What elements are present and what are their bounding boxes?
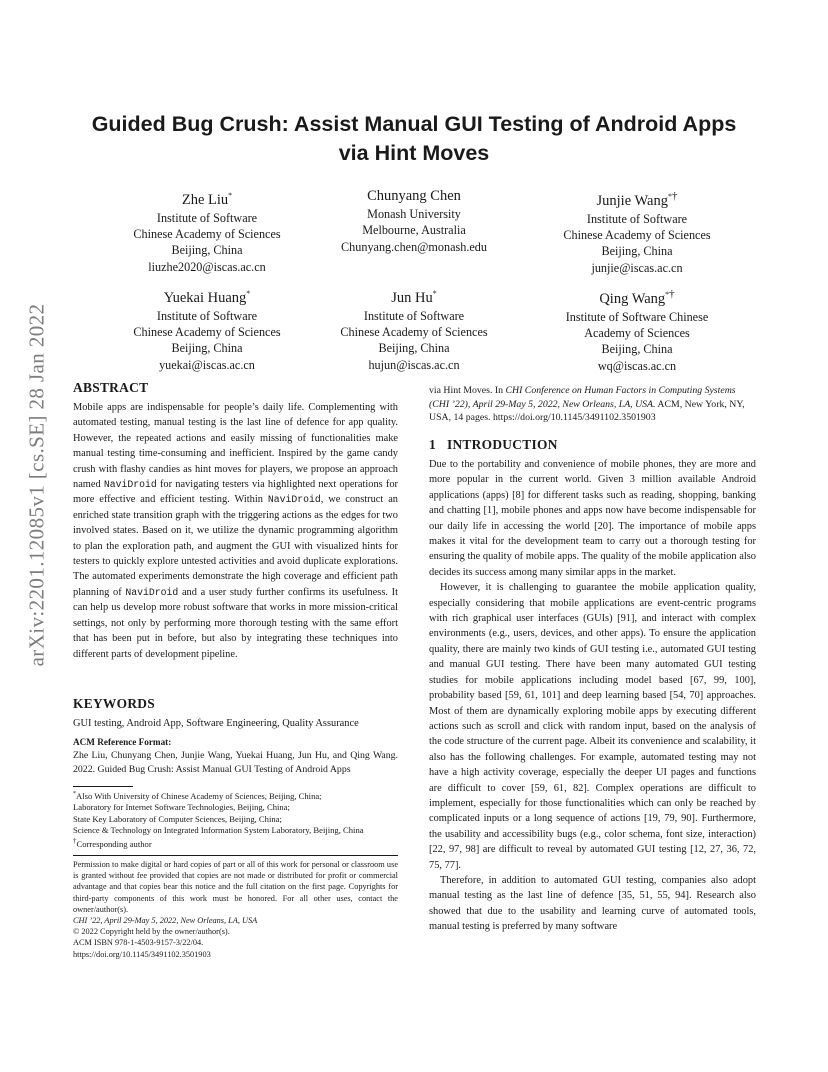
author-block: [527, 187, 747, 276]
author-affiliation: Academy of Sciences: [584, 326, 690, 341]
intro-paragraph: Therefore, in addition to automated GUI testing, companies also adopt manual testing as the last line of defence [35, 51, 55, 94]. Research also showed that due to the usability and learning curve of automated tools, manual testing is preferred by many software: [429, 874, 756, 933]
author-affiliation: Monash University: [367, 207, 461, 221]
footnote: State Key Laboratory of Computer Sciences, Beijing, China;: [73, 813, 282, 824]
author-email: hujun@iscas.ac.cn: [368, 357, 460, 372]
abstract-text: Mobile apps are indispensable for people’s daily life. Complementing with automated testing, manual testing is the last line of defence for app quality. However, the repeated actions and easily missing of functionalities make manual testing time-consuming and inefficient. Inspired by the game candy crush with flashy candies as hint moves for players, we propose an approach named: [73, 402, 398, 491]
introduction-heading: 1 INTRODUCTION: [429, 437, 558, 452]
author-location: Beijing, China: [601, 244, 673, 259]
author-affiliation: Chinese Academy of Sciences: [563, 228, 711, 243]
author-email: Chunyang.chen@monash.edu: [341, 239, 487, 254]
author-dagger: †: [671, 190, 678, 202]
tool-name: NaviDroid: [267, 494, 321, 506]
arxiv-identifier-text: arXiv:2201.12085v1 [cs.SE] 28 Jan 2022: [24, 303, 49, 667]
acm-reference-text: Zhe Liu, Chunyang Chen, Junjie Wang, Yuekai Huang, Jun Hu, and Qing Wang. 2022. Guided Bug Crush: Assist Manual GUI Testing of Android Apps: [73, 750, 398, 775]
abstract-heading: ABSTRACT: [73, 380, 149, 395]
author-location: Melbourne, Australia: [362, 223, 466, 238]
author-block: [97, 285, 317, 373]
author-affiliation: Institute of Software: [363, 308, 465, 323]
footnote-rule: [73, 786, 133, 787]
keywords-text: GUI testing, Android App, Software Engineering, Quality Assurance: [73, 718, 359, 729]
author-block: [304, 285, 524, 373]
author-mark: *: [432, 289, 437, 298]
keywords-section: [73, 695, 398, 731]
author-name: Junjie Wang: [596, 192, 668, 209]
author-name: Jun Hu: [391, 289, 433, 306]
author-email: yuekai@iscas.ac.cn: [159, 357, 255, 372]
abstract-text: , we construct an enriched state transition graph with the triggering actions as the edges for two involved states. Based on it, we utilize the dynamic programming algorithm to plan the exploration path, and augment the GUI with visualized hints for testers to quickly explore untested activities and avoid duplicate explorations. The automated experiments demonstrate the high coverage and efficient path planning of: [73, 494, 398, 598]
tool-name: NaviDroid: [103, 479, 157, 491]
footnote: Science & Technology on Integrated Information System Laboratory, Beijing, China: [73, 825, 364, 836]
reference-text: ACM, New York, NY, USA, 14 pages. https://doi.org/10.1145/3491102.3501903: [429, 398, 745, 423]
reference-text: via Hint Moves. In: [429, 385, 506, 396]
author-mark: *: [246, 289, 251, 298]
author-location: Beijing, China: [378, 341, 450, 356]
author-email: junjie@iscas.ac.cn: [591, 260, 683, 275]
permission-rule: [73, 855, 398, 856]
abstract-text: and a user study further confirms its usefulness. It can help us develop more robust software that works in more mission-critical settings, not only by performing more thorough testing with the same effort that has been put in before, but also by integrating these techniques into different parts of development pipeline.: [73, 586, 398, 660]
left-column: [73, 379, 398, 662]
introduction-section: [429, 436, 756, 935]
author-location: Beijing, China: [601, 342, 673, 357]
author-name: Yuekai Huang: [163, 289, 247, 306]
title-line-1: Guided Bug Crush: Assist Manual GUI Testing of Android Apps: [91, 112, 737, 136]
author-location: Beijing, China: [171, 243, 243, 258]
author-email: liuzhe2020@iscas.ac.cn: [148, 259, 266, 274]
author-affiliation: Institute of Software: [156, 308, 258, 323]
title-line-2: via Hint Moves: [338, 141, 490, 165]
acm-reference-continued: [429, 384, 756, 425]
author-affiliation: Chinese Academy of Sciences: [340, 325, 488, 340]
footnote: *Also With University of Chinese Academy of Sciences, Beijing, China;: [73, 790, 322, 801]
venue-text: CHI ’22, April 29-May 5, 2022, New Orleans, LA, USA: [73, 916, 258, 926]
footnote-text: Corresponding author: [76, 839, 152, 850]
reference-venue: CHI Conference on Human Factors in Computing Systems (CHI ’22), April 29-May 5, 2022, New Orleans, LA, USA.: [429, 385, 736, 410]
author-mark: *: [665, 290, 670, 299]
author-block: [97, 187, 317, 275]
footnote: Laboratory for Internet Software Technologies, Beijing, China;: [73, 802, 290, 813]
author-block: [527, 285, 747, 374]
author-affiliation: Institute of Software: [156, 210, 258, 225]
author-mark: *: [228, 191, 233, 200]
tool-name: NaviDroid: [125, 586, 179, 598]
acm-reference-heading: ACM Reference Format:: [73, 737, 172, 747]
author-mark: *: [667, 192, 672, 201]
abstract-text: for navigating testers via highlighted next operations for more effective and efficient testing. Within: [73, 479, 398, 506]
isbn-text: ACM ISBN 978-1-4503-9157-3/22/04.: [73, 938, 204, 948]
footnote-text: Also With University of Chinese Academy of Sciences, Beijing, China;: [76, 790, 322, 801]
acm-reference: [73, 736, 398, 776]
permission-text: Permission to make digital or hard copies of part or all of this work for personal or classroom use is granted without fee provided that copies are not made or distributed for profit or commercial advantage and that copies bear this notice and the full citation on the first page. Copyrights for third-party components of this work must be honored. For all other uses, contact the owner/author(s).: [73, 860, 398, 914]
intro-paragraph: However, it is challenging to guarantee the mobile application quality, especially considering that mobile applications are event-centric programs with rich graphical user interfaces (GUIs) [91], and interact with complex environments (e.g., users, devices, and other apps). To ensure the application quality, there are mainly two kinds of GUI testing i.e., automated GUI testing and manual GUI testing. There have been many automated GUI testing studies for mobile applications including model based [67, 99, 100], probability based [59, 61, 101] and deep learning based [54, 70] approaches. Most of them are dynamically exploring mobile apps by executing different actions such as scroll and click with random input, based on the analysis of the code structure of the current page. Albeit its convenience and scalability, it also has the following challenges. For example, automated testing may not have a high activity coverage, especially the deeper UI pages and functions are difficult to cover [59, 61, 82]. Complex operations are difficult to implement, especially for those functionalities which can only be reached by complicated inputs or a long sequence of actions [19, 79, 90]. Furthermore, the usability and accessibility bugs (e.g., color schema, font size, interaction) [22, 97, 98] are difficult to reveal by automated GUI testing [12, 27, 36, 72, 75, 77].: [429, 582, 756, 871]
author-name: Chunyang Chen: [367, 188, 461, 204]
doi-link[interactable]: https://doi.org/10.1145/3491102.3501903: [73, 949, 211, 959]
copyright-text: © 2022 Copyright held by the owner/author(s).: [73, 927, 230, 937]
author-name: Qing Wang: [599, 290, 666, 307]
abstract-body: [73, 400, 398, 662]
author-location: Beijing, China: [171, 341, 243, 356]
permission-block: [73, 859, 398, 960]
paper-title: [60, 110, 768, 168]
author-name: Zhe Liu: [181, 191, 229, 208]
footnotes: [73, 789, 403, 851]
footnote: †Corresponding author: [73, 837, 152, 850]
author-affiliation: Chinese Academy of Sciences: [133, 325, 281, 340]
keywords-heading: KEYWORDS: [73, 696, 156, 711]
author-email: wq@iscas.ac.cn: [597, 358, 677, 373]
author-affiliation: Institute of Software: [586, 211, 688, 226]
author-affiliation: Institute of Software Chinese: [565, 309, 709, 324]
author-block: [304, 187, 524, 255]
author-affiliation: Chinese Academy of Sciences: [133, 227, 281, 242]
intro-paragraph: Due to the portability and convenience of mobile phones, they are more and more popular in the current world. Given 3 million available Android applications (apps) [8] for different tasks such as reading, shopping, banking and chatting [1], mobile phones and apps now have become indispensable for our daily life in accessing the world [20]. The importance of mobile apps makes it vital for the development team to carry out a thorough testing for ensuring the quality of mobile apps. The quality of the mobile application also decides its success among many similar apps in the market.: [429, 459, 756, 578]
author-dagger: †: [669, 288, 675, 300]
arxiv-identifier: [22, 295, 52, 675]
